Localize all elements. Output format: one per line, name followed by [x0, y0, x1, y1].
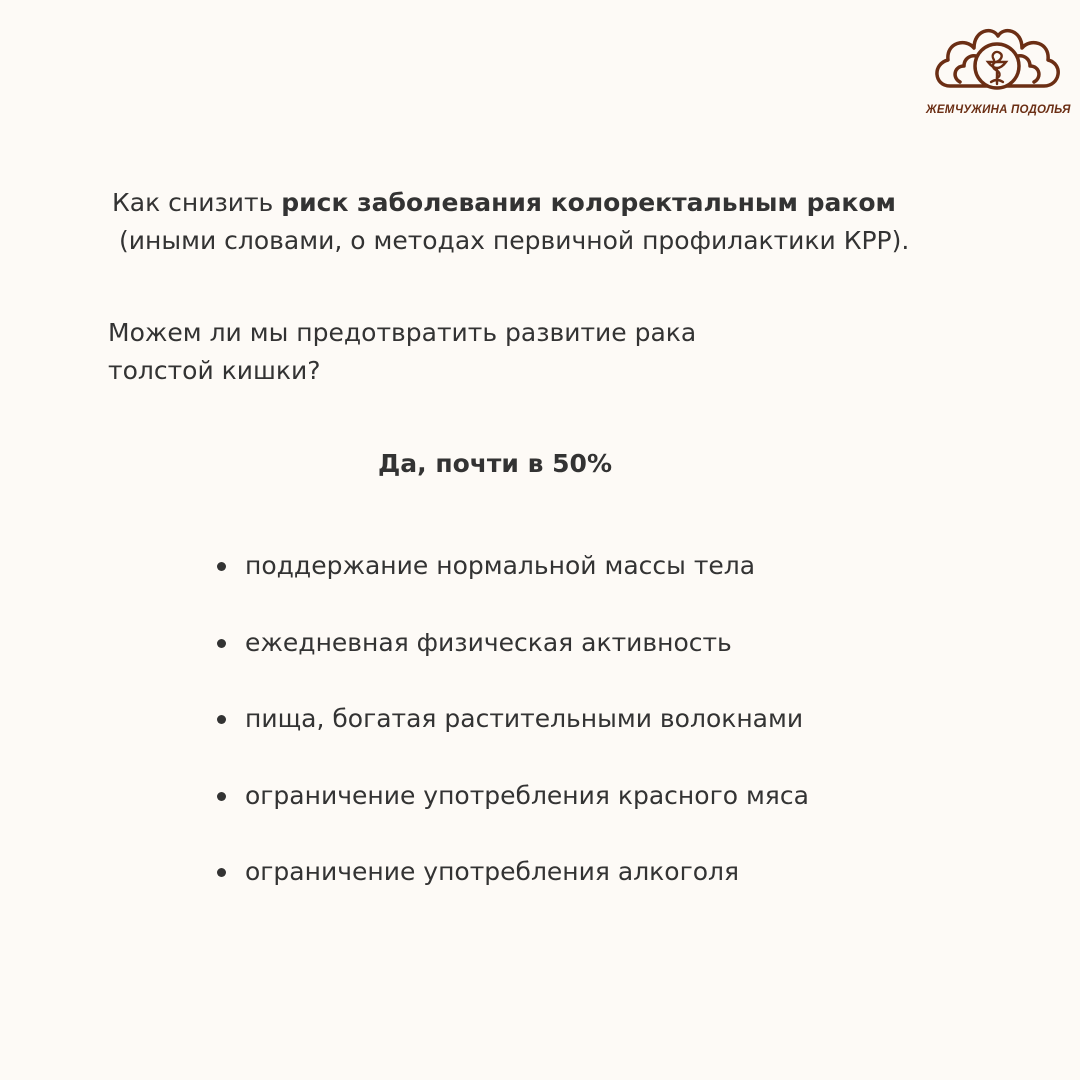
brand-logo [926, 20, 1071, 122]
tip-text: поддержание нормальной массы тела [245, 551, 756, 580]
intro-emphasis: риск заболевания колоректальным раком [281, 188, 896, 217]
bullet-icon [217, 639, 226, 648]
bullet-icon [217, 792, 226, 801]
tip-text: ограничение употребления алкоголя [245, 857, 740, 886]
question-line-1: Можем ли мы предотвратить развитие рака [108, 318, 697, 347]
brand-name: ЖЕМЧУЖИНА ПОДОЛЬЯ [926, 104, 1071, 116]
intro-heading [112, 184, 1012, 260]
list-item [214, 625, 809, 702]
question [108, 314, 748, 390]
tip-text: ограничение употребления красного мяса [245, 780, 809, 810]
intro-prefix: Как снизить [112, 188, 282, 217]
bullet-icon [217, 868, 226, 877]
list-item [214, 701, 809, 778]
list-item [214, 778, 809, 855]
answer: Да, почти в 50% [377, 449, 613, 478]
intro-subtitle: (иными словами, о методах первичной профилактики КРР). [119, 226, 910, 255]
list-item [214, 854, 809, 931]
pearl-shell-icon [930, 20, 1064, 100]
list-item [214, 548, 809, 625]
bullet-icon [217, 562, 226, 571]
question-line-2: толстой кишки? [108, 356, 321, 385]
tip-text: пища, богатая растительными волокнами [245, 704, 804, 733]
tips-list [214, 548, 809, 931]
bullet-icon [217, 715, 226, 724]
tip-text: ежедневная физическая активность [245, 627, 732, 657]
